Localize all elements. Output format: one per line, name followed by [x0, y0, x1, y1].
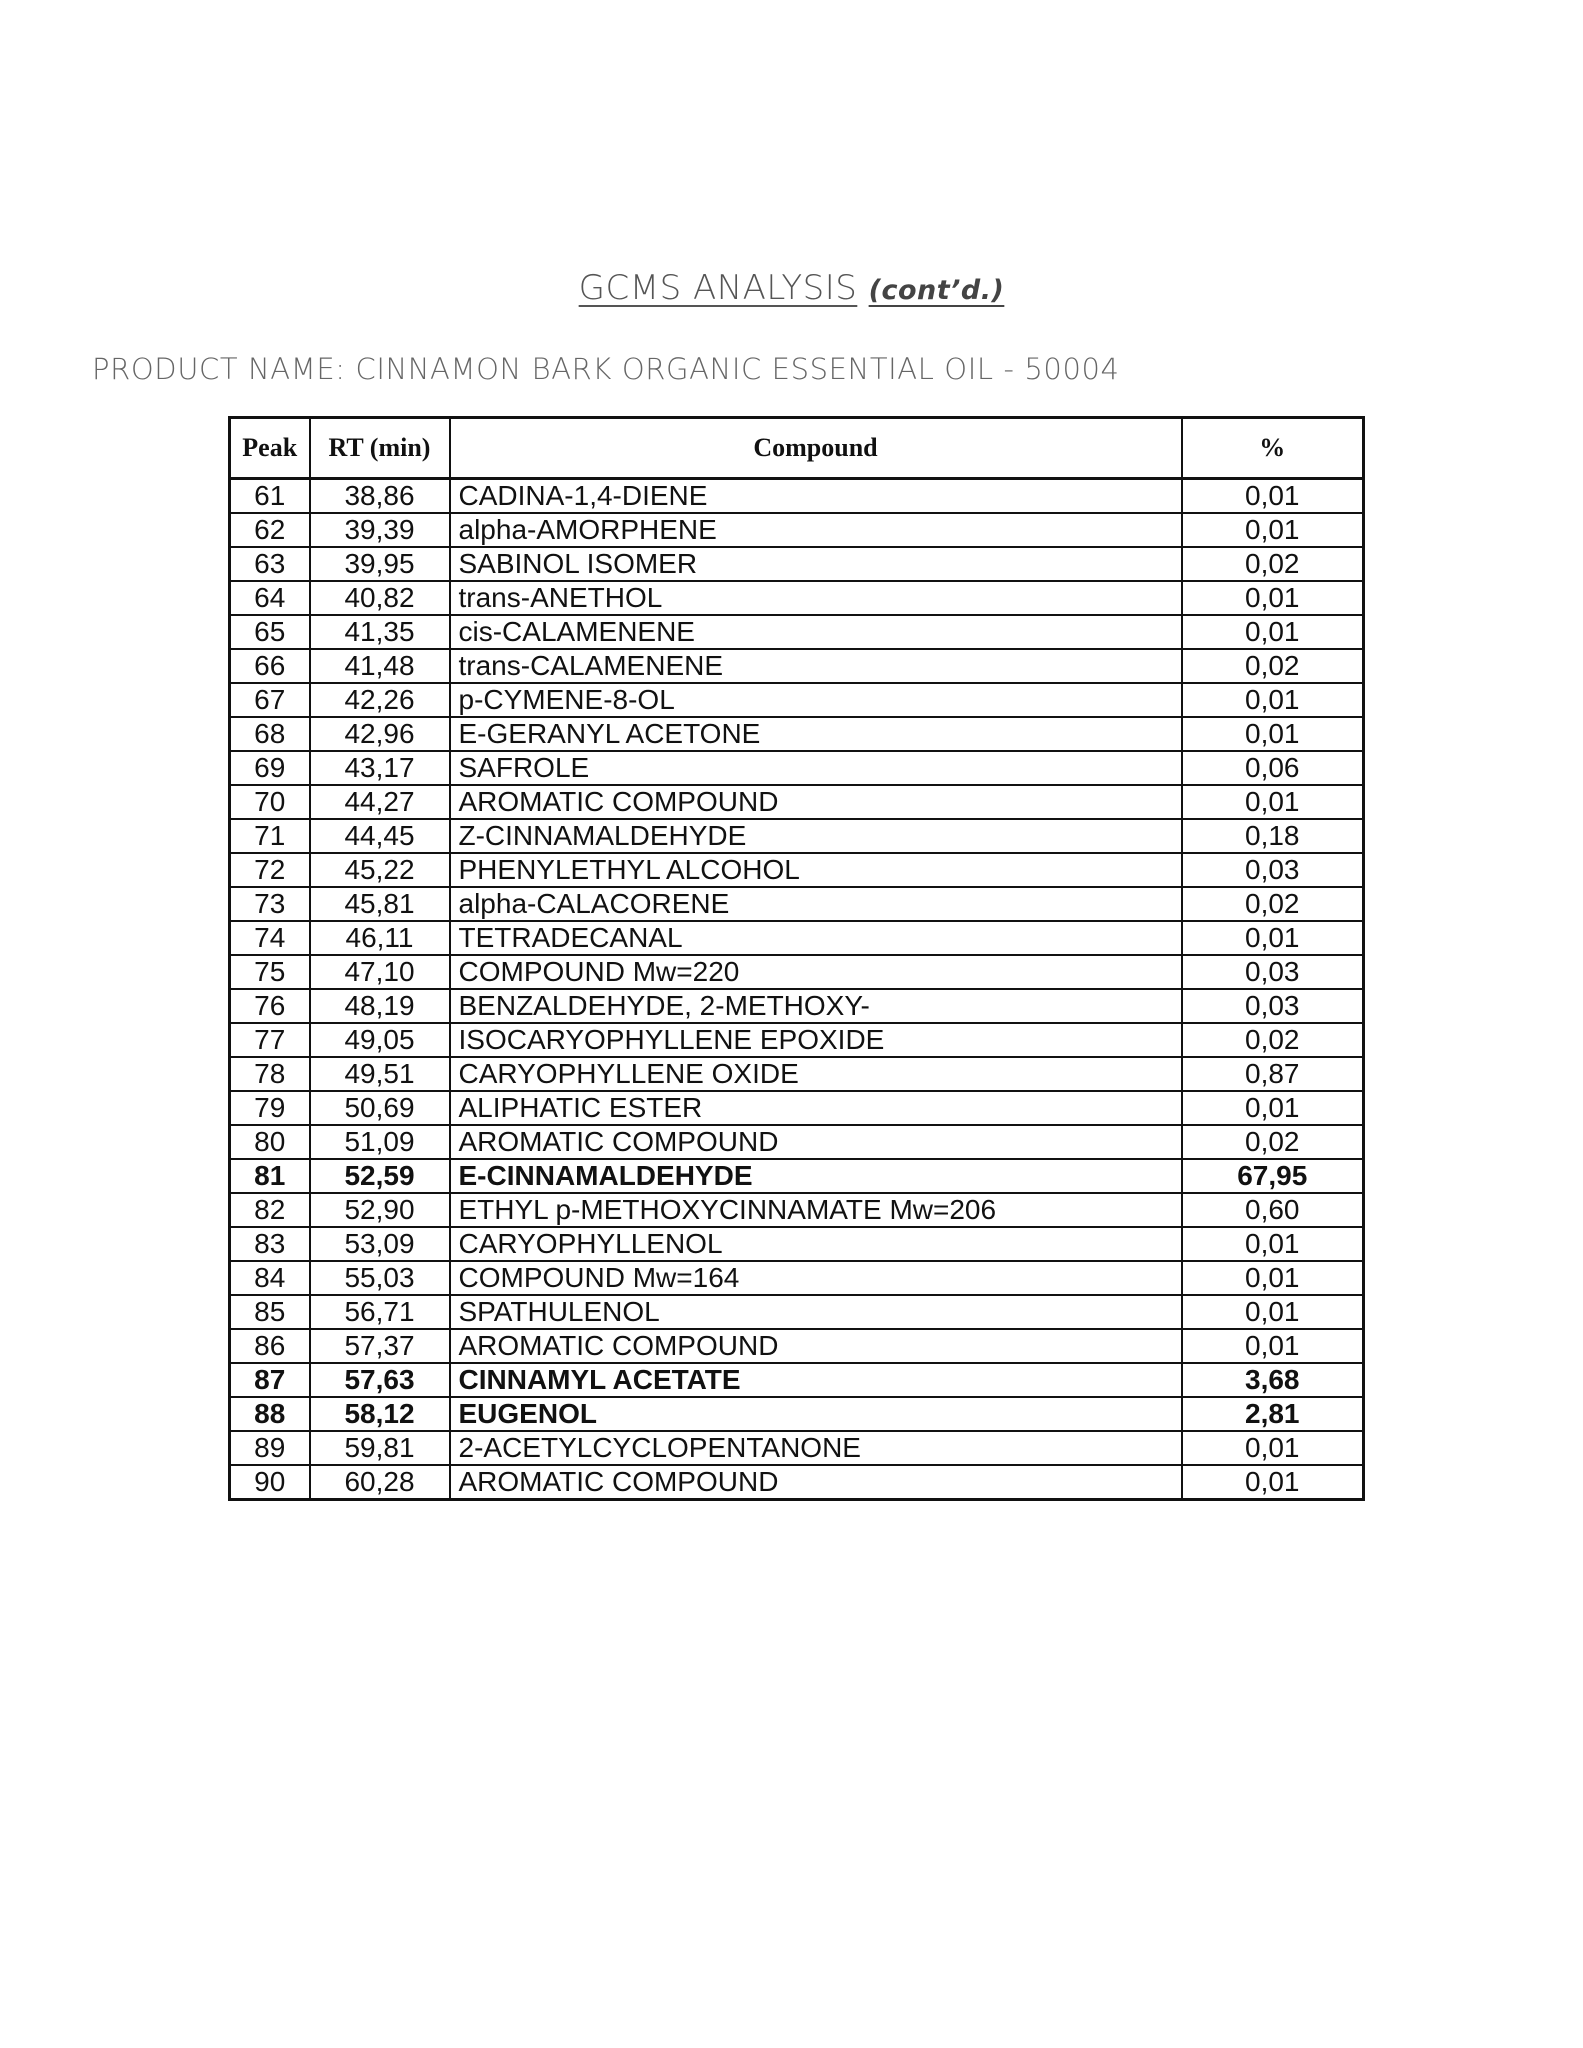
table-row	[230, 819, 1364, 853]
cell-compound: E-GERANYL ACETONE	[450, 717, 1182, 751]
table-row	[230, 581, 1364, 615]
cell-rt: 53,09	[310, 1227, 450, 1261]
cell-peak: 77	[230, 1023, 310, 1057]
cell-rt: 41,48	[310, 649, 450, 683]
cell-compound: trans-CALAMENENE	[450, 649, 1182, 683]
cell-percent: 0,01	[1182, 717, 1364, 751]
cell-percent: 0,02	[1182, 1023, 1364, 1057]
title-suffix: (cont’d.)	[868, 275, 1005, 306]
cell-peak: 68	[230, 717, 310, 751]
cell-percent: 0,01	[1182, 1227, 1364, 1261]
cell-peak: 65	[230, 615, 310, 649]
column-header-peak: Peak	[230, 418, 310, 479]
cell-rt: 40,82	[310, 581, 450, 615]
cell-compound: AROMATIC COMPOUND	[450, 1465, 1182, 1500]
cell-compound: AROMATIC COMPOUND	[450, 1329, 1182, 1363]
table-row	[230, 615, 1364, 649]
cell-percent: 0,01	[1182, 513, 1364, 547]
cell-compound: AROMATIC COMPOUND	[450, 1125, 1182, 1159]
cell-percent: 0,01	[1182, 1329, 1364, 1363]
cell-compound: SPATHULENOL	[450, 1295, 1182, 1329]
table-row	[230, 649, 1364, 683]
cell-rt: 38,86	[310, 479, 450, 514]
cell-rt: 50,69	[310, 1091, 450, 1125]
column-header-compound: Compound	[450, 418, 1182, 479]
cell-rt: 58,12	[310, 1397, 450, 1431]
cell-rt: 57,63	[310, 1363, 450, 1397]
cell-peak: 78	[230, 1057, 310, 1091]
cell-percent: 0,01	[1182, 1295, 1364, 1329]
cell-rt: 46,11	[310, 921, 450, 955]
cell-rt: 43,17	[310, 751, 450, 785]
cell-percent: 0,01	[1182, 1431, 1364, 1465]
table-row	[230, 717, 1364, 751]
cell-percent: 0,01	[1182, 683, 1364, 717]
cell-percent: 0,02	[1182, 547, 1364, 581]
cell-peak: 83	[230, 1227, 310, 1261]
cell-compound: alpha-AMORPHENE	[450, 513, 1182, 547]
table-row	[230, 1431, 1364, 1465]
cell-compound: BENZALDEHYDE, 2-METHOXY-	[450, 989, 1182, 1023]
table-row	[230, 547, 1364, 581]
cell-rt: 47,10	[310, 955, 450, 989]
cell-rt: 48,19	[310, 989, 450, 1023]
table-row	[230, 1295, 1364, 1329]
cell-percent: 0,18	[1182, 819, 1364, 853]
cell-peak: 74	[230, 921, 310, 955]
table-row	[230, 887, 1364, 921]
table-row	[230, 1125, 1364, 1159]
cell-rt: 55,03	[310, 1261, 450, 1295]
table-row	[230, 1159, 1364, 1193]
cell-percent: 0,03	[1182, 853, 1364, 887]
cell-rt: 45,81	[310, 887, 450, 921]
cell-percent: 0,01	[1182, 1465, 1364, 1500]
cell-rt: 52,59	[310, 1159, 450, 1193]
cell-compound: SAFROLE	[450, 751, 1182, 785]
cell-peak: 89	[230, 1431, 310, 1465]
cell-rt: 42,96	[310, 717, 450, 751]
cell-compound: ETHYL p-METHOXYCINNAMATE Mw=206	[450, 1193, 1182, 1227]
cell-peak: 71	[230, 819, 310, 853]
cell-compound: CARYOPHYLLENE OXIDE	[450, 1057, 1182, 1091]
cell-percent: 0,01	[1182, 1091, 1364, 1125]
cell-percent: 0,01	[1182, 1261, 1364, 1295]
cell-percent: 0,01	[1182, 581, 1364, 615]
table-row	[230, 1261, 1364, 1295]
cell-peak: 66	[230, 649, 310, 683]
cell-peak: 82	[230, 1193, 310, 1227]
cell-peak: 76	[230, 989, 310, 1023]
cell-rt: 60,28	[310, 1465, 450, 1500]
cell-compound: Z-CINNAMALDEHYDE	[450, 819, 1182, 853]
cell-rt: 51,09	[310, 1125, 450, 1159]
cell-compound: cis-CALAMENENE	[450, 615, 1182, 649]
cell-rt: 39,39	[310, 513, 450, 547]
cell-peak: 75	[230, 955, 310, 989]
cell-peak: 87	[230, 1363, 310, 1397]
cell-peak: 80	[230, 1125, 310, 1159]
cell-percent: 0,02	[1182, 649, 1364, 683]
cell-percent: 0,60	[1182, 1193, 1364, 1227]
cell-compound: p-CYMENE-8-OL	[450, 683, 1182, 717]
cell-peak: 72	[230, 853, 310, 887]
table-row	[230, 785, 1364, 819]
cell-rt: 39,95	[310, 547, 450, 581]
cell-compound: CADINA-1,4-DIENE	[450, 479, 1182, 514]
cell-peak: 81	[230, 1159, 310, 1193]
cell-peak: 86	[230, 1329, 310, 1363]
cell-compound: E-CINNAMALDEHYDE	[450, 1159, 1182, 1193]
title-main: GCMS ANALYSIS	[578, 268, 858, 308]
cell-rt: 44,27	[310, 785, 450, 819]
cell-percent: 0,01	[1182, 785, 1364, 819]
cell-rt: 45,22	[310, 853, 450, 887]
cell-peak: 79	[230, 1091, 310, 1125]
table-row	[230, 513, 1364, 547]
cell-rt: 42,26	[310, 683, 450, 717]
table-row	[230, 1363, 1364, 1397]
cell-compound: TETRADECANAL	[450, 921, 1182, 955]
table-body	[230, 479, 1364, 1500]
table-row	[230, 683, 1364, 717]
cell-peak: 90	[230, 1465, 310, 1500]
cell-percent: 0,01	[1182, 921, 1364, 955]
cell-peak: 67	[230, 683, 310, 717]
cell-peak: 61	[230, 479, 310, 514]
table-row	[230, 989, 1364, 1023]
table-row	[230, 1329, 1364, 1363]
table-row	[230, 1057, 1364, 1091]
cell-percent: 0,01	[1182, 479, 1364, 514]
cell-compound: alpha-CALACORENE	[450, 887, 1182, 921]
table-row	[230, 921, 1364, 955]
page-title	[0, 268, 1583, 308]
table-header-row	[230, 418, 1364, 479]
cell-percent: 0,02	[1182, 1125, 1364, 1159]
cell-peak: 88	[230, 1397, 310, 1431]
cell-rt: 44,45	[310, 819, 450, 853]
cell-peak: 69	[230, 751, 310, 785]
cell-rt: 49,05	[310, 1023, 450, 1057]
cell-compound: EUGENOL	[450, 1397, 1182, 1431]
cell-peak: 64	[230, 581, 310, 615]
cell-compound: COMPOUND Mw=220	[450, 955, 1182, 989]
cell-peak: 63	[230, 547, 310, 581]
cell-peak: 70	[230, 785, 310, 819]
table-row	[230, 1091, 1364, 1125]
column-header-percent: %	[1182, 418, 1364, 479]
cell-compound: COMPOUND Mw=164	[450, 1261, 1182, 1295]
cell-compound: ISOCARYOPHYLLENE EPOXIDE	[450, 1023, 1182, 1057]
cell-peak: 73	[230, 887, 310, 921]
cell-rt: 59,81	[310, 1431, 450, 1465]
cell-percent: 0,02	[1182, 887, 1364, 921]
cell-compound: PHENYLETHYL ALCOHOL	[450, 853, 1182, 887]
cell-rt: 41,35	[310, 615, 450, 649]
table-row	[230, 479, 1364, 514]
cell-percent: 0,03	[1182, 989, 1364, 1023]
cell-percent: 0,87	[1182, 1057, 1364, 1091]
cell-compound: SABINOL ISOMER	[450, 547, 1182, 581]
cell-compound: trans-ANETHOL	[450, 581, 1182, 615]
cell-percent: 67,95	[1182, 1159, 1364, 1193]
cell-rt: 52,90	[310, 1193, 450, 1227]
cell-peak: 84	[230, 1261, 310, 1295]
cell-percent: 2,81	[1182, 1397, 1364, 1431]
table-row	[230, 1193, 1364, 1227]
cell-rt: 57,37	[310, 1329, 450, 1363]
table-row	[230, 1023, 1364, 1057]
cell-peak: 85	[230, 1295, 310, 1329]
cell-percent: 3,68	[1182, 1363, 1364, 1397]
product-name-line: PRODUCT NAME: CINNAMON BARK ORGANIC ESSENTIAL OIL - 50004	[92, 352, 1120, 386]
cell-compound: 2-ACETYLCYCLOPENTANONE	[450, 1431, 1182, 1465]
column-header-rt: RT (min)	[310, 418, 450, 479]
table-row	[230, 853, 1364, 887]
cell-rt: 49,51	[310, 1057, 450, 1091]
table-row	[230, 1465, 1364, 1500]
cell-percent: 0,06	[1182, 751, 1364, 785]
table-row	[230, 1397, 1364, 1431]
table-row	[230, 955, 1364, 989]
gcms-results-table	[228, 416, 1365, 1501]
cell-peak: 62	[230, 513, 310, 547]
table-row	[230, 751, 1364, 785]
cell-compound: CINNAMYL ACETATE	[450, 1363, 1182, 1397]
cell-compound: AROMATIC COMPOUND	[450, 785, 1182, 819]
table-row	[230, 1227, 1364, 1261]
cell-rt: 56,71	[310, 1295, 450, 1329]
cell-percent: 0,01	[1182, 615, 1364, 649]
cell-percent: 0,03	[1182, 955, 1364, 989]
cell-compound: ALIPHATIC ESTER	[450, 1091, 1182, 1125]
cell-compound: CARYOPHYLLENOL	[450, 1227, 1182, 1261]
